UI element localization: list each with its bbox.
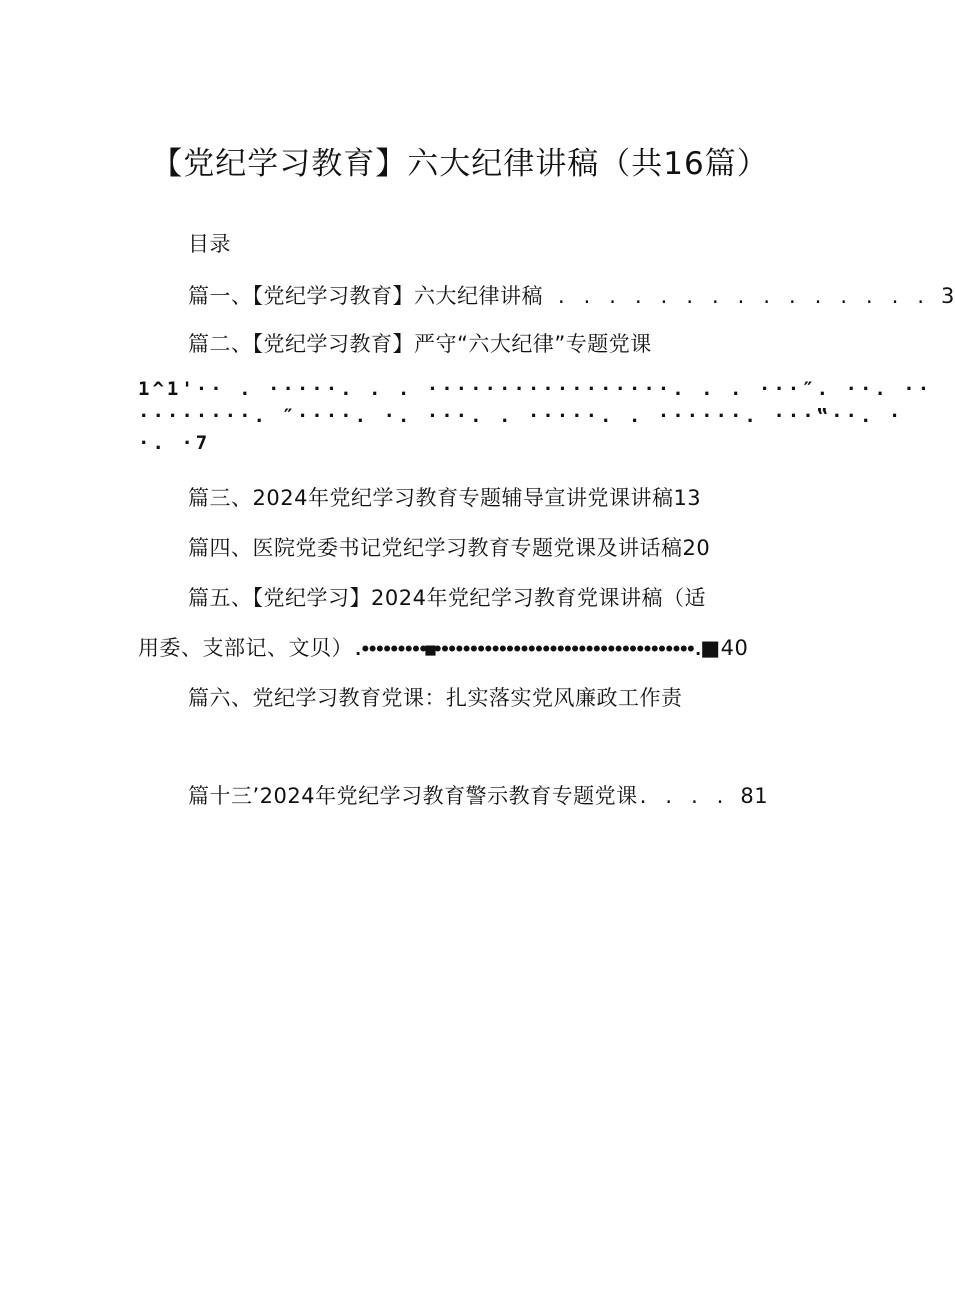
toc-entry-13 (188, 780, 768, 810)
toc-entry-2: 篇二、【党纪学习教育】严守“六大纪律”专题党课 (188, 332, 652, 356)
toc-entry-4: 篇四、医院党委书记党纪学习教育专题党课及讲话稿20 (188, 536, 711, 560)
toc-entry-5: 篇五、【党纪学习】2024年党纪学习教育党课讲稿（适 (188, 586, 706, 610)
toc-heading: 目录 (188, 232, 231, 256)
toc-entry-3: 篇三、2024年党纪学习教育专题辅导宣讲党课讲稿13 (188, 486, 702, 510)
toc-entry-5-continued (138, 632, 748, 662)
toc-entry-13-page: 81 (740, 784, 769, 808)
document-title: 【党纪学习教育】六大纪律讲稿（共16篇） (151, 146, 769, 182)
toc-entry-5-leader: .•••••••••■••••••••••••••••••••••••••••••••••••. (353, 640, 701, 660)
toc-entry-13-leader: . . . . (637, 787, 741, 808)
toc-entry-5-text: 用委、支部记、文贝） (138, 636, 353, 660)
toc-entry-2-leader-line-1: 1^1'·· . ·····. . . ·················. . . ···″. ··. ·· (138, 378, 933, 400)
toc-entry-1-page: 3 (940, 284, 955, 308)
toc-entry-1-leader: . . . . . . . . . . . . . . . (543, 287, 941, 308)
toc-entry-1 (188, 280, 955, 310)
toc-entry-2-leader-line-3: ·. ·7 (138, 432, 211, 454)
toc-entry-6: 篇六、党纪学习教育党课：扎实落实党风廉政工作责 (188, 686, 683, 710)
toc-entry-13-text: 篇十三’2024年党纪学习教育警示教育专题党课 (188, 784, 638, 808)
toc-entry-1-text: 篇一、【党纪学习教育】六大纪律讲稿 (188, 284, 543, 308)
toc-entry-5-page: ■40 (700, 636, 749, 660)
toc-entry-2-leader-line-2: ········. ″····. ·. ···. . ·····. . ······. ···‟··. · (138, 405, 904, 427)
